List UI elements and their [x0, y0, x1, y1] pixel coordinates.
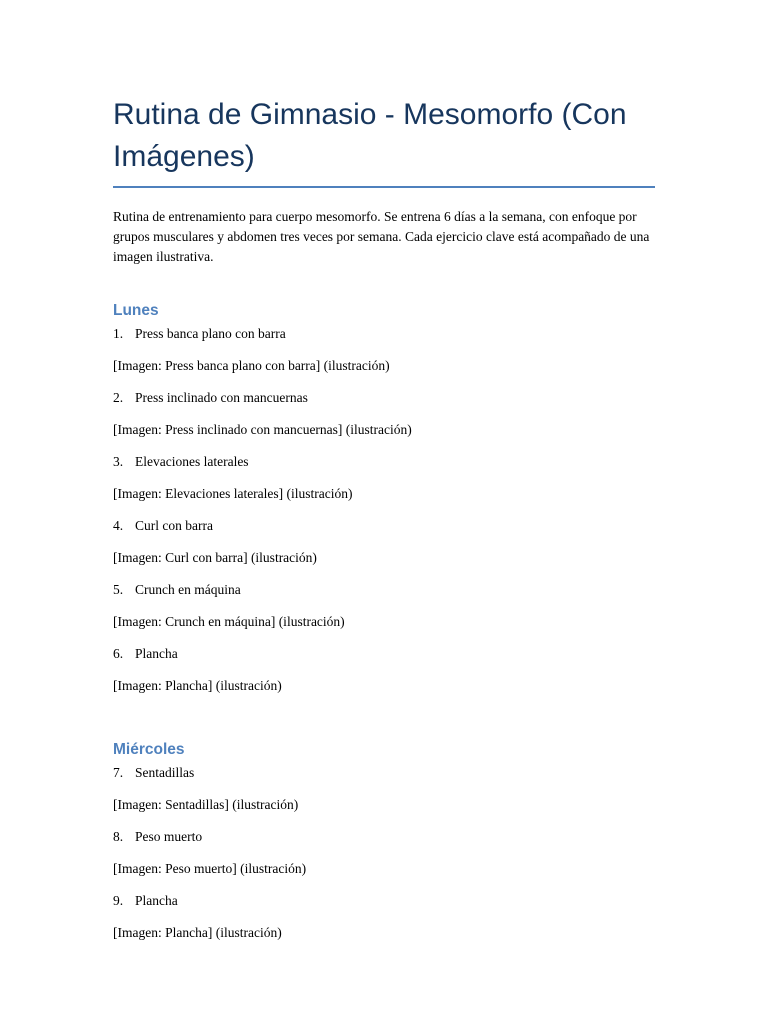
document-title: Rutina de Gimnasio - Mesomorfo (Con Imágenes): [113, 94, 655, 188]
exercise-name: Press banca plano con barra: [135, 326, 286, 341]
exercise-item: [113, 452, 655, 516]
image-caption: [Imagen: Elevaciones laterales] (ilustración): [113, 486, 353, 501]
exercise-name: Sentadillas: [135, 765, 195, 780]
document-page: [113, 94, 655, 955]
exercise-list-lunes: [113, 324, 655, 708]
exercise-list-miercoles: [113, 763, 655, 955]
image-caption: [Imagen: Press inclinado con mancuernas] (ilustración): [113, 422, 412, 437]
exercise-number: 8.: [113, 829, 124, 844]
exercise-name: Press inclinado con mancuernas: [135, 390, 308, 405]
exercise-item: [113, 580, 655, 644]
exercise-item: [113, 763, 655, 827]
exercise-name: Peso muerto: [135, 829, 203, 844]
exercise-number: 2.: [113, 390, 124, 405]
image-caption: [Imagen: Plancha] (ilustración): [113, 678, 282, 693]
exercise-item: [113, 388, 655, 452]
image-caption: [Imagen: Crunch en máquina] (ilustración): [113, 614, 345, 629]
exercise-item: [113, 827, 655, 891]
section-heading-miercoles: Miércoles: [113, 741, 185, 758]
image-caption: [Imagen: Plancha] (ilustración): [113, 925, 282, 940]
section-heading-lunes: Lunes: [113, 302, 159, 319]
exercise-item: [113, 644, 655, 708]
image-caption: [Imagen: Sentadillas] (ilustración): [113, 797, 299, 812]
exercise-number: 5.: [113, 582, 124, 597]
exercise-name: Elevaciones laterales: [135, 454, 249, 469]
exercise-name: Plancha: [135, 646, 178, 661]
exercise-name: Crunch en máquina: [135, 582, 241, 597]
exercise-number: 7.: [113, 765, 124, 780]
exercise-item: [113, 516, 655, 580]
exercise-number: 1.: [113, 326, 124, 341]
exercise-item: [113, 324, 655, 388]
intro-paragraph: Rutina de entrenamiento para cuerpo mesomorfo. Se entrena 6 días a la semana, con enfoque por grupos musculares y abdomen tres veces por semana. Cada ejercicio clave está acompañado de una imagen ilustrativa.: [113, 209, 650, 264]
image-caption: [Imagen: Curl con barra] (ilustración): [113, 550, 317, 565]
exercise-number: 9.: [113, 893, 124, 908]
exercise-name: Plancha: [135, 893, 178, 908]
image-caption: [Imagen: Press banca plano con barra] (ilustración): [113, 358, 390, 373]
exercise-number: 4.: [113, 518, 124, 533]
image-caption: [Imagen: Peso muerto] (ilustración): [113, 861, 307, 876]
exercise-number: 6.: [113, 646, 124, 661]
exercise-item: [113, 891, 655, 955]
exercise-number: 3.: [113, 454, 124, 469]
exercise-name: Curl con barra: [135, 518, 213, 533]
